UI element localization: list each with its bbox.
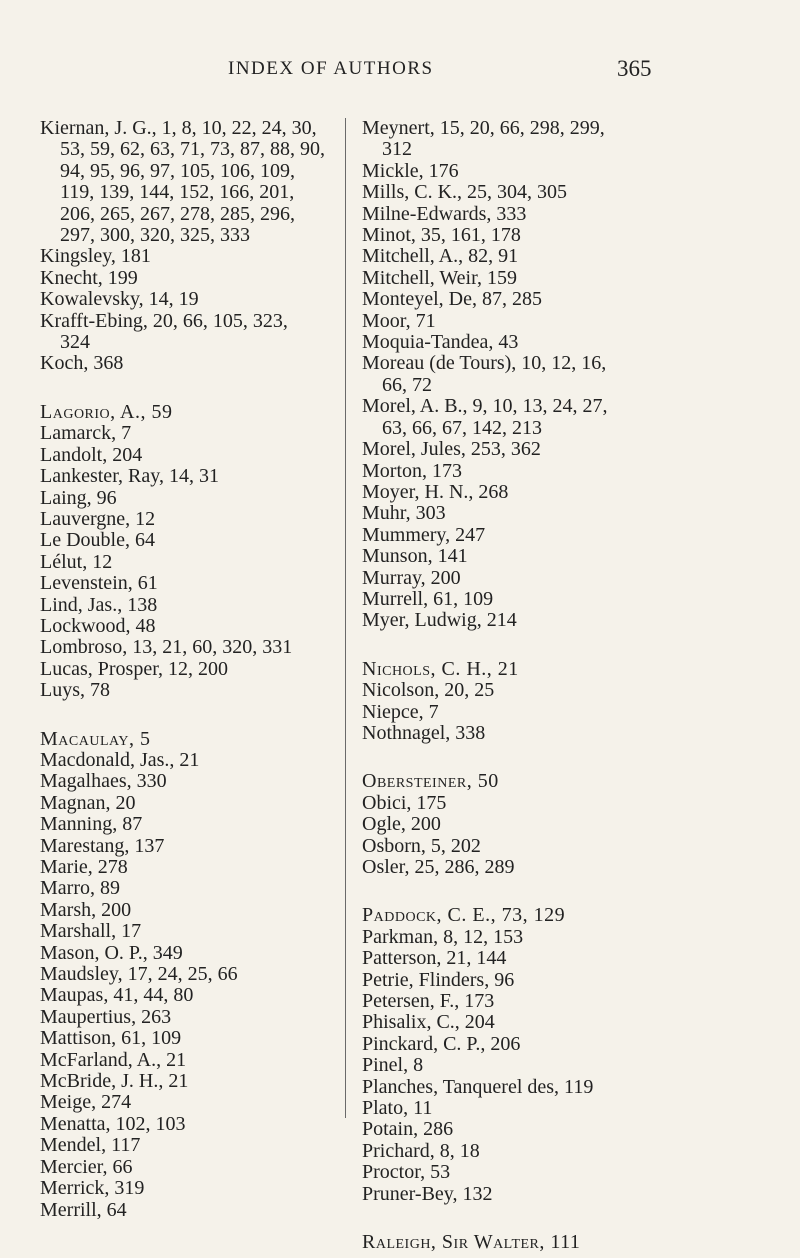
index-entry: Proctor, 53 xyxy=(362,1161,451,1184)
index-entry: Morel, A. B., 9, 10, 13, 24, 27, xyxy=(362,395,608,418)
index-entry: Krafft-Ebing, 20, 66, 105, 323, xyxy=(40,309,288,332)
index-entry: Osler, 25, 286, 289 xyxy=(362,856,515,878)
index-entry: Kowalevsky, 14, 19 xyxy=(40,288,199,311)
index-entry: Moquia-Tandea, 43 xyxy=(362,331,519,354)
index-entry: Lombroso, 13, 21, 60, 320, 331 xyxy=(40,636,293,659)
index-entry: Lankester, Ray, 14, 31 xyxy=(40,465,219,488)
index-entry: Moor, 71 xyxy=(362,309,436,332)
index-entry: Raleigh, Sir Walter, 111 xyxy=(362,1231,581,1254)
index-entry: Mason, O. P., 349 xyxy=(40,941,183,964)
index-entry: Parkman, 8, 12, 153 xyxy=(362,925,524,948)
index-entry: Petrie, Flinders, 96 xyxy=(362,968,515,991)
index-entry: Muhr, 303 xyxy=(362,502,446,525)
index-entry: Macaulay, 5 xyxy=(40,727,151,750)
index-entry: Lockwood, 48 xyxy=(40,614,156,637)
index-entry: Morton, 173 xyxy=(362,459,462,482)
index-entry-continuation: 53, 59, 62, 63, 71, 73, 87, 88, 90, xyxy=(60,138,325,161)
index-entry: Lagorio, A., 59 xyxy=(40,400,173,423)
index-entry: McBride, J. H., 21 xyxy=(40,1070,189,1093)
index-entry: Meynert, 15, 20, 66, 298, 299, xyxy=(362,117,605,139)
index-entry-continuation: 119, 139, 144, 152, 166, 201, xyxy=(60,181,295,204)
index-entry: Obici, 175 xyxy=(362,791,447,814)
index-entry: Luys, 78 xyxy=(40,679,110,702)
index-entry: Pruner-Bey, 132 xyxy=(362,1182,493,1205)
index-entry-continuation: 66, 72 xyxy=(382,373,432,396)
index-entry: Milne-Edwards, 333 xyxy=(362,202,527,225)
index-entry: Niepce, 7 xyxy=(362,700,439,723)
index-entry: Lauvergne, 12 xyxy=(40,507,156,530)
right-column xyxy=(362,118,682,1254)
index-entry: Kiernan, J. G., 1, 8, 10, 22, 24, 30, xyxy=(40,117,317,139)
index-entry: Nichols, C. H., 21 xyxy=(362,657,519,680)
page-number: 365 xyxy=(617,56,652,81)
index-entry: Moreau (de Tours), 10, 12, 16, xyxy=(362,352,607,375)
index-entry: Lamarck, 7 xyxy=(40,422,132,445)
index-entry: Laing, 96 xyxy=(40,486,117,509)
index-entry: Nicolson, 20, 25 xyxy=(362,679,495,702)
index-entry: Lélut, 12 xyxy=(40,550,113,573)
section-gap xyxy=(362,878,682,905)
index-entry: Marsh, 200 xyxy=(40,898,132,921)
index-entry: Planches, Tanquerel des, 119 xyxy=(362,1075,594,1098)
index-entry-continuation: 324 xyxy=(60,331,90,354)
index-entry: Myer, Ludwig, 214 xyxy=(362,609,517,632)
index-entry: Pinel, 8 xyxy=(362,1054,424,1077)
index-entry: Pinckard, C. P., 206 xyxy=(362,1032,521,1055)
index-entry: Menatta, 102, 103 xyxy=(40,1112,186,1135)
index-entry: Maupas, 41, 44, 80 xyxy=(40,984,194,1007)
index-entry: Landolt, 204 xyxy=(40,443,143,466)
index-entry-continuation: 206, 265, 267, 278, 285, 296, xyxy=(60,202,295,225)
index-entry: Manning, 87 xyxy=(40,813,143,836)
index-entry: Mercier, 66 xyxy=(40,1155,133,1178)
index-entry: Magalhaes, 330 xyxy=(40,770,167,793)
index-entry: Phisalix, C., 204 xyxy=(362,1011,495,1034)
left-column xyxy=(40,118,340,1221)
index-entry-continuation: 312 xyxy=(382,138,412,161)
index-entry: Mills, C. K., 25, 304, 305 xyxy=(362,181,568,204)
column-divider xyxy=(345,118,346,1118)
index-entry: Mummery, 247 xyxy=(362,523,486,546)
index-entry: Potain, 286 xyxy=(362,1118,454,1141)
index-entry-continuation: 63, 66, 67, 142, 213 xyxy=(382,416,542,439)
index-entry: Mitchell, A., 82, 91 xyxy=(362,245,519,268)
index-entry: Le Double, 64 xyxy=(40,529,155,552)
index-entry: Osborn, 5, 202 xyxy=(362,834,481,857)
index-entry: Plato, 11 xyxy=(362,1097,433,1120)
index-entry: Marro, 89 xyxy=(40,877,120,900)
section-gap xyxy=(362,632,682,659)
index-entry: Patterson, 21, 144 xyxy=(362,947,507,970)
index-entry: Merrill, 64 xyxy=(40,1198,127,1221)
index-entry: Prichard, 8, 18 xyxy=(362,1139,480,1162)
index-entry: Murrell, 61, 109 xyxy=(362,587,494,610)
index-entry: McFarland, A., 21 xyxy=(40,1048,187,1071)
index-entry: Maupertius, 263 xyxy=(40,1005,172,1028)
index-entry: Obersteiner, 50 xyxy=(362,770,499,793)
index-entry: Lucas, Prosper, 12, 200 xyxy=(40,657,229,680)
index-entry: Marie, 278 xyxy=(40,856,128,878)
index-entry: Magnan, 20 xyxy=(40,791,136,814)
index-entry: Paddock, C. E., 73, 129 xyxy=(362,904,566,927)
index-entry: Morel, Jules, 253, 362 xyxy=(362,438,541,461)
index-entry: Marestang, 137 xyxy=(40,834,165,857)
index-entry: Ogle, 200 xyxy=(362,813,441,836)
index-entry: Petersen, F., 173 xyxy=(362,990,495,1013)
index-entry: Knecht, 199 xyxy=(40,266,138,289)
running-title: INDEX OF AUTHORS xyxy=(228,58,434,79)
index-entry: Murray, 200 xyxy=(362,566,461,589)
section-gap xyxy=(362,744,682,771)
index-entry: Levenstein, 61 xyxy=(40,572,158,595)
index-entry: Monteyel, De, 87, 285 xyxy=(362,288,542,311)
index-entry: Macdonald, Jas., 21 xyxy=(40,748,200,771)
index-entry-continuation: 94, 95, 96, 97, 105, 106, 109, xyxy=(60,159,295,182)
section-gap xyxy=(40,375,340,402)
index-entry: Moyer, H. N., 268 xyxy=(362,480,509,503)
index-entry: Kingsley, 181 xyxy=(40,245,151,268)
section-gap xyxy=(40,702,340,729)
index-entry: Koch, 368 xyxy=(40,352,124,375)
index-entry: Merrick, 319 xyxy=(40,1177,145,1200)
page-header xyxy=(0,56,800,96)
index-entry: Mickle, 176 xyxy=(362,159,459,182)
index-entry: Marshall, 17 xyxy=(40,920,142,943)
index-entry-continuation: 297, 300, 320, 325, 333 xyxy=(60,224,250,247)
index-entry: Mendel, 117 xyxy=(40,1134,141,1157)
index-entry: Minot, 35, 161, 178 xyxy=(362,224,521,247)
index-entry: Nothnagel, 338 xyxy=(362,721,486,744)
index-entry: Munson, 141 xyxy=(362,545,468,568)
index-entry: Meige, 274 xyxy=(40,1091,132,1114)
index-entry: Maudsley, 17, 24, 25, 66 xyxy=(40,963,238,986)
section-gap xyxy=(362,1205,682,1232)
index-entry: Mattison, 61, 109 xyxy=(40,1027,182,1050)
index-entry: Lind, Jas., 138 xyxy=(40,593,158,616)
index-entry: Mitchell, Weir, 159 xyxy=(362,266,517,289)
